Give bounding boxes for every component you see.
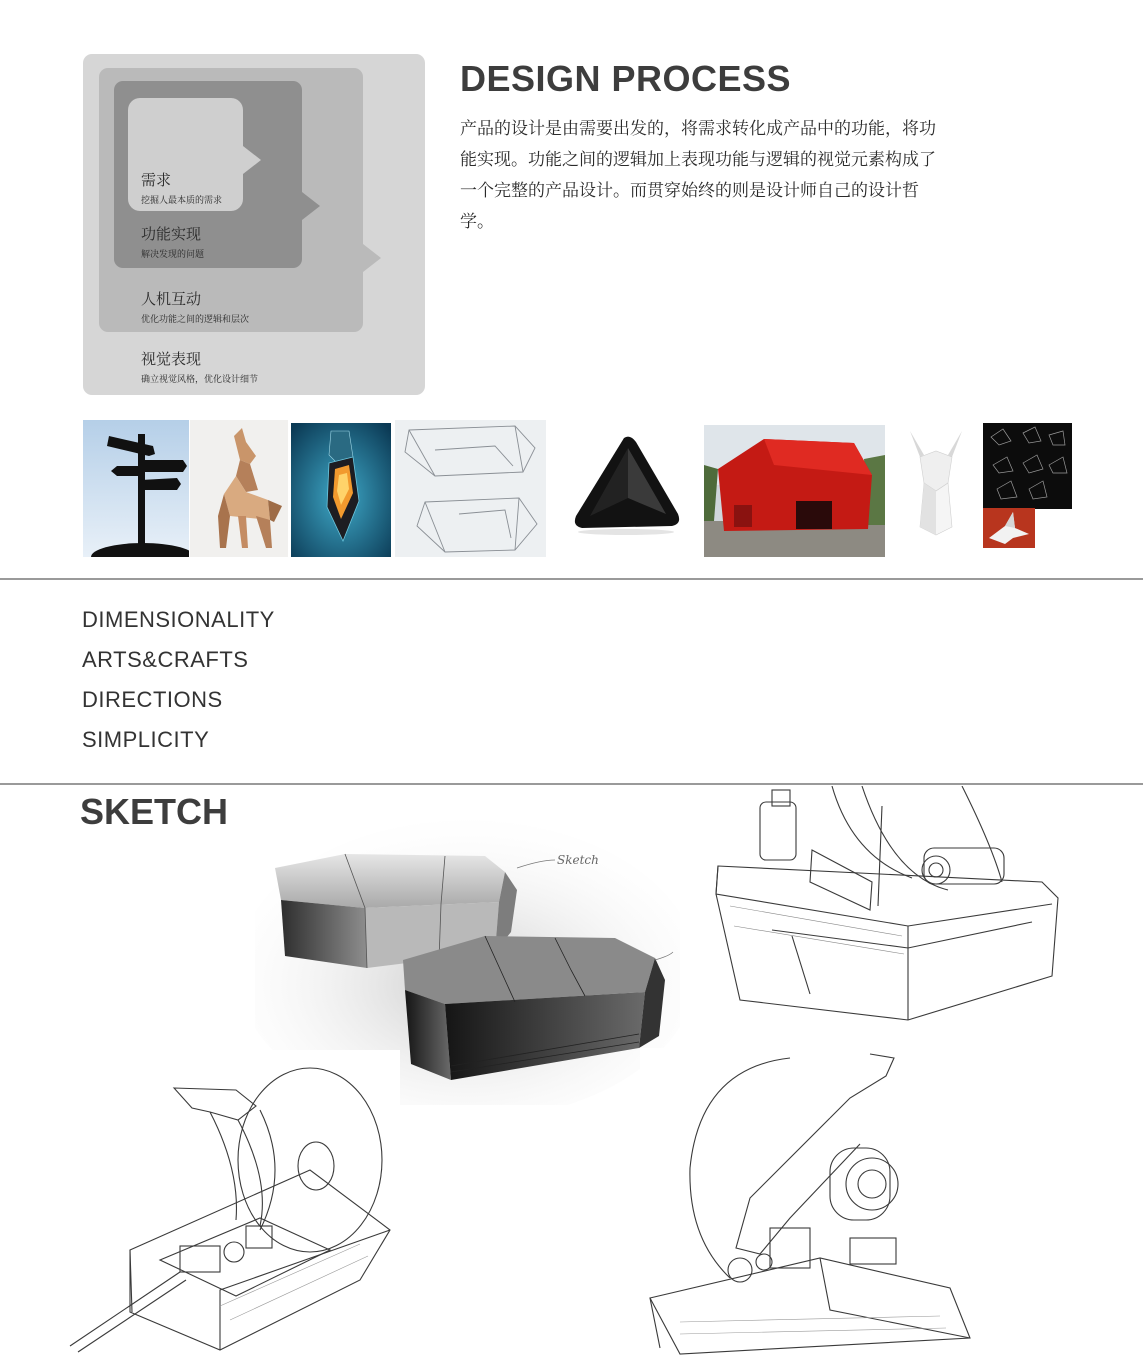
- stage-desc: 挖掘人最本质的需求: [141, 195, 223, 205]
- layer-arrow: [243, 146, 261, 174]
- cutoff-saw-side-sketch: [60, 1050, 400, 1356]
- layer-arrow: [363, 244, 381, 272]
- red-building-image: [704, 425, 885, 557]
- stage-desc: 解决发现的问题: [141, 249, 205, 259]
- wireframe-sketch-image: [395, 420, 546, 557]
- keyword-item: DIRECTIONS: [82, 687, 223, 712]
- stage-title: 视觉表现: [141, 351, 202, 368]
- stage-need: [141, 172, 222, 206]
- divider: [0, 783, 1143, 785]
- stage-visual: [141, 351, 258, 385]
- layer-arrow: [302, 192, 320, 220]
- crystal-lamp-image: [291, 423, 391, 557]
- page-title: DESIGN PROCESS: [460, 58, 792, 99]
- keyword-item: SIMPLICITY: [82, 727, 210, 752]
- signpost-image: [83, 420, 189, 557]
- stage-title: 需求: [141, 172, 172, 189]
- keyword-item: ARTS&CRAFTS: [82, 647, 249, 672]
- origami-deer-image: [900, 427, 972, 539]
- cutoff-saw-front-sketch: [640, 1048, 980, 1356]
- stage-function: [141, 226, 204, 260]
- stage-title: 功能实现: [141, 226, 202, 243]
- origami-crane-image: [983, 508, 1035, 548]
- sketch-annotation: Sketch: [557, 853, 599, 867]
- intro-paragraph: 产品的设计是由需要出发的，将需求转化成产品中的功能，将功能实现。功能之间的逻辑加上表现功能与逻辑的视觉元素构成了一个完整的产品设计。而贯穿始终的则是设计师自己的设计哲学。: [460, 119, 936, 231]
- low-poly-wolf-image: [190, 420, 288, 557]
- black-triangle-device-image: [566, 428, 686, 538]
- process-diagram: [83, 54, 425, 395]
- divider: [0, 578, 1143, 580]
- stage-desc: 优化功能之间的逻辑和层次: [141, 314, 250, 324]
- sketch-title: SKETCH: [80, 791, 229, 832]
- stage-interaction: [141, 291, 249, 325]
- origami-crane-image: [983, 423, 1072, 509]
- keyword-item: DIMENSIONALITY: [82, 607, 275, 632]
- stage-desc: 确立视觉风格，优化设计细节: [141, 374, 259, 384]
- cutoff-saw-base-sketch: [712, 786, 1068, 1026]
- stage-title: 人机互动: [141, 291, 202, 308]
